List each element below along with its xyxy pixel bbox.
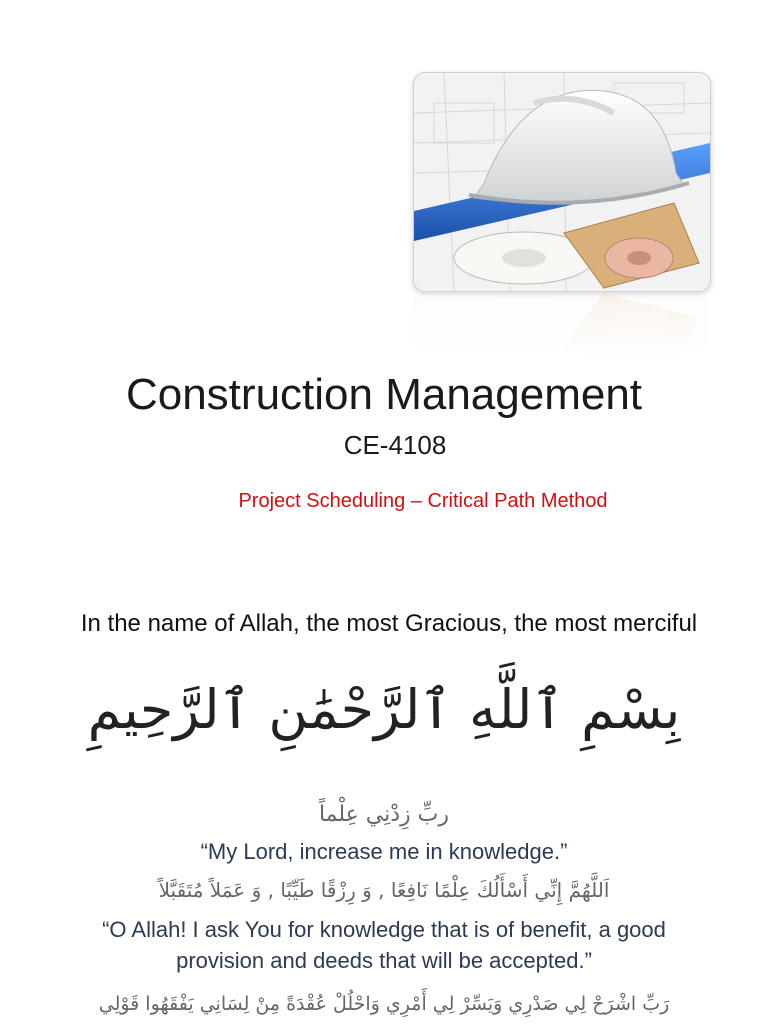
dua-2-english: “O Allah! I ask You for knowledge that is of benefit, a good provision and deeds that will be accepted.” [102, 917, 666, 973]
image-reflection [413, 290, 709, 360]
slide-subtitle: Project Scheduling – Critical Path Method [238, 490, 608, 512]
dua-2-arabic: اَللَّهُمَّ إِنِّي أَسْأَلُكَ عِلْمًا نَافِعًا , وَ رِزْقًا طَيِّبًا , وَ عَمَلاً مُتَقَبَّلاً [158, 878, 610, 902]
hard-hat-blueprints-icon [414, 73, 710, 291]
course-code: CE-4108 [343, 430, 447, 460]
dua-1-english: “My Lord, increase me in knowledge.” [200, 839, 568, 864]
dua-3-arabic: رَبِّ اشْرَحْ لِي صَدْرِي وَيَسِّرْ لِي أَمْرِي وَاحْلُلْ عُقْدَةً مِنْ لِسَانِي يَفْقَهُوا قَوْلِي [98, 993, 670, 1015]
hard-hat-blueprints-image [413, 72, 711, 292]
basmala-english: In the name of Allah, the most Gracious, the most merciful [80, 610, 698, 637]
slide-title: Construction Management [125, 370, 643, 419]
basmala-arabic: بِسْمِ ٱللَّهِ ٱلرَّحْمَٰنِ ٱلرَّحِيمِ [87, 678, 681, 741]
dua-1-arabic: ربِّ زِدْنِي عِلْماً [318, 802, 450, 827]
